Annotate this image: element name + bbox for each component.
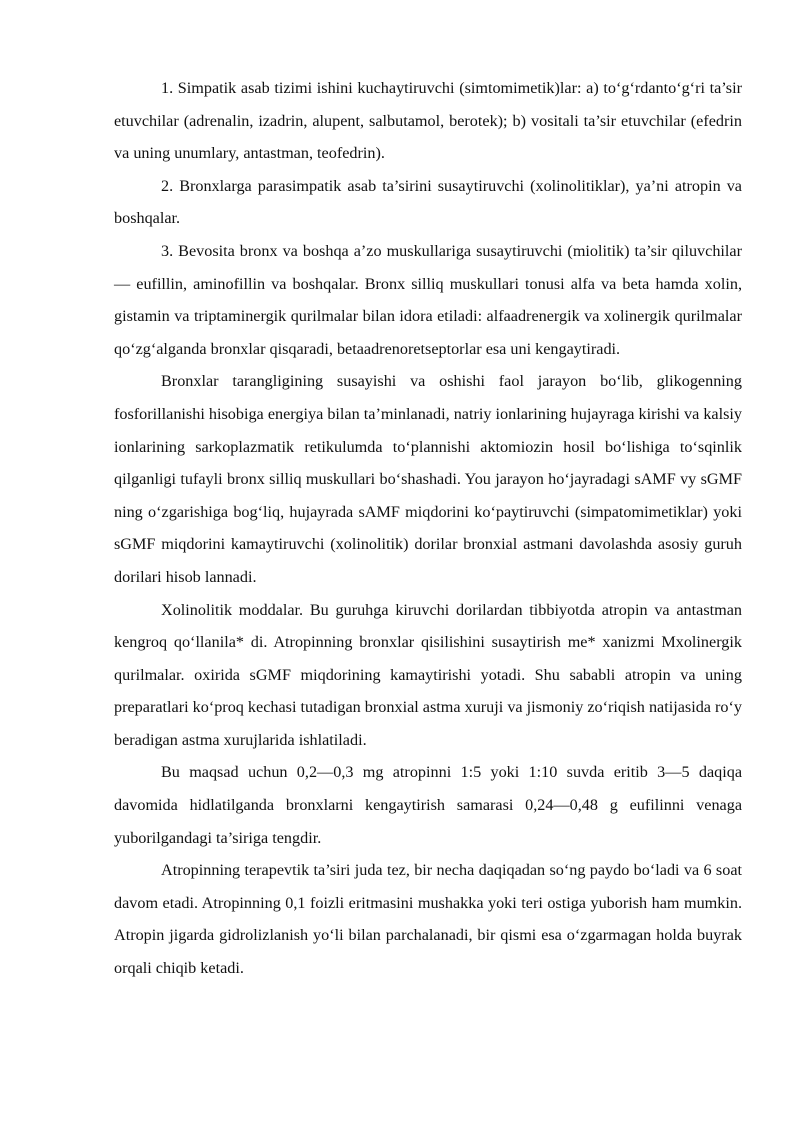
paragraph-parasimpatik-classification: 2. Bronxlarga parasimpatik asab ta’sirini susaytiruvchi (xolinolitiklar), ya’ni atropin va boshqalar. — [114, 176, 742, 228]
paragraph-simpatik-classification: 1. Simpatik asab tizimi ishini kuchaytiruvchi (simtomimetik)lar: a) to‘g‘rdanto‘g‘ri ta’sir etuvchilar (adrenalin, izadrin, alupent, salbutamol, berotek); b) vositali ta’sir etuvchilar (efedrin va uning unumlary, antastman, teofedrin). — [114, 79, 742, 163]
paragraph-atropin-effect: Atropinning terapevtik ta’siri juda tez, bir necha daqiqadan so‘ng paydo bo‘ladi va 6 soat davom etadi. Atropinning 0,1 foizli eritmasini mushakka yoki teri ostiga yuborish ham mumkin. Atropin jigarda gidrolizlanish yo‘li bilan parchalanadi, bir qismi esa o‘zgarmagan holda buyrak orqali chiqib ketadi. — [114, 861, 742, 978]
paragraph-atropin-dose: Bu maqsad uchun 0,2—0,3 mg atropinni 1:5 yoki 1:10 suvda eritib 3—5 daqiqa davomida hidlatilganda bronxlarni kengaytirish samarasi 0,24—0,48 g eufilinni venaga yuborilgandagi ta’siriga tengdir. — [114, 763, 742, 847]
paragraph-bronx-tonus: Bronxlar tarangligining susayishi va oshishi faol jarayon bo‘lib, glikogenning fosforillanishi hisobiga energiya bilan ta’minlanadi, natriy ionlarining hujayraga kirishi va kalsiy ionlarining sarkoplazmatik retikulumda to‘plannishi aktomiozin hosil bo‘lishiga to‘sqinlik qilganligi tufayli bronx silliq muskullari bo‘shashadi. You jarayon ho‘jayradagi sAMF vy sGMF ning o‘zgarishiga bog‘liq, hujayrada sAMF miqdorini ko‘paytiruvchi (simpatomimetiklar) yoki sGMF miqdorini kamaytiruvchi (xolinolitik) dorilar bronxial astmani davolashda asosiy guruh dorilari hisob lannadi. — [114, 372, 742, 586]
paragraph-miolitik-classification: 3. Bevosita bronx va boshqa a’zo muskullariga susaytiruvchi (miolitik) ta’sir qiluvchilar — eufillin, aminofillin va boshqalar. Bronx silliq muskullari tonusi alfa va beta hamda xolin, gistamin va triptaminergik qurilmalar bilan idora etiladi: alfaadrenergik va xolinergik qurilmalar qo‘zg‘alganda bronxlar qisqaradi, betaadrenoretseptorlar esa uni kengaytiradi. — [114, 241, 742, 358]
paragraph-xolinolitik: Xolinolitik moddalar. Bu guruhga kiruvchi dorilardan tibbiyotda atropin va antastman kengroq qo‘llanila* di. Atropinning bronxlar qisilishini susaytirish me* xanizmi Mxolinergik qurilmalar. oxirida sGMF miqdorining kamaytirishi yotadi. Shu sababli atropin va uning preparatlari ko‘proq kechasi tutadigan bronxial astma xuruji va jismoniy zo‘riqish natijasida ro‘y beradigan astma xurujlarida ishlatiladi. — [114, 600, 742, 749]
document-page — [114, 72, 742, 985]
